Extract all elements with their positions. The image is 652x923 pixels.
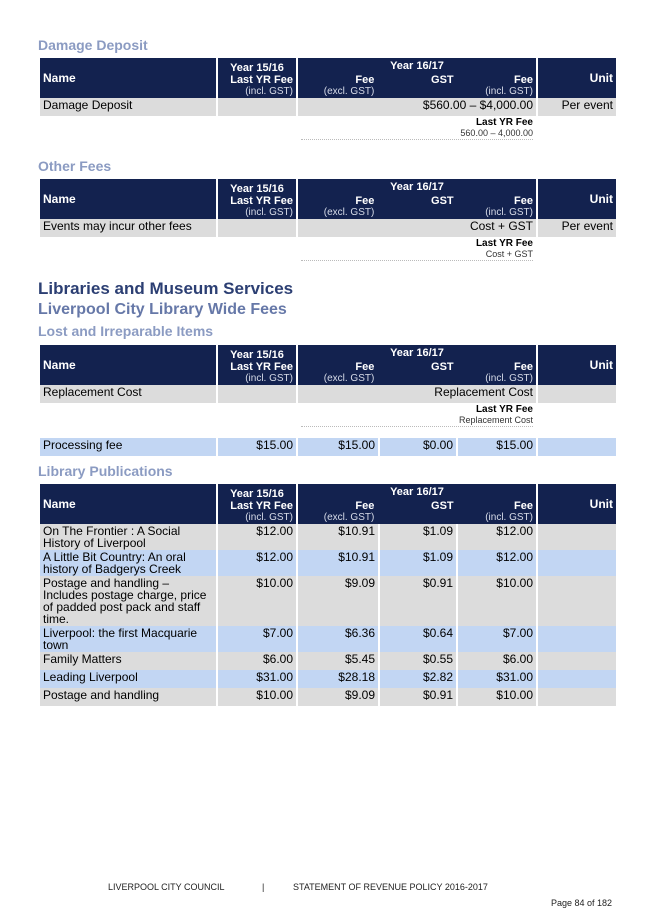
header-year-curr-group bbox=[298, 179, 536, 219]
row-fee: $10.91 bbox=[298, 550, 378, 576]
row-gst: $0.55 bbox=[380, 652, 456, 670]
header-unit: Unit bbox=[538, 484, 616, 524]
table-header bbox=[40, 484, 616, 524]
last-yr-value: Replacement Cost bbox=[458, 415, 533, 425]
section-title-library-publications: Library Publications bbox=[38, 463, 173, 479]
header-year-curr: Year 16/17 bbox=[390, 181, 444, 193]
row-name: Events may incur other fees bbox=[40, 219, 216, 237]
header-name: Name bbox=[40, 58, 216, 98]
row-last-fee: $10.00 bbox=[218, 576, 296, 626]
header-last-fee: Last YR Fee bbox=[230, 195, 293, 207]
row-unit bbox=[538, 550, 616, 576]
row-span-value: $560.00 – $4,000.00 bbox=[298, 98, 536, 116]
row-gst: $1.09 bbox=[380, 524, 456, 550]
header-year-curr: Year 16/17 bbox=[390, 486, 444, 498]
row-unit bbox=[538, 652, 616, 670]
row-fee-incl: $12.00 bbox=[458, 550, 536, 576]
row-fee: $15.00 bbox=[298, 438, 378, 456]
header-name: Name bbox=[40, 484, 216, 524]
row-last-fee: $7.00 bbox=[218, 626, 296, 652]
row-name: Replacement Cost bbox=[40, 385, 216, 403]
header-incl: (incl. GST) bbox=[485, 207, 533, 218]
row-fee: $5.45 bbox=[298, 652, 378, 670]
section-title-other-fees: Other Fees bbox=[38, 158, 112, 174]
row-last-fee: $31.00 bbox=[218, 670, 296, 688]
damage-deposit-table bbox=[38, 58, 618, 141]
header-excl: (excl. GST) bbox=[323, 86, 375, 97]
row-unit bbox=[538, 438, 616, 456]
footer-separator: | bbox=[262, 882, 265, 892]
header-fee-incl: Fee bbox=[514, 195, 533, 207]
header-fee: Fee bbox=[355, 500, 375, 512]
row-name: Leading Liverpool bbox=[40, 670, 216, 688]
row-fee: $10.91 bbox=[298, 524, 378, 550]
row-name: Postage and handling – Includes postage charge, price of padded post pack and staff time. bbox=[40, 576, 216, 626]
header-excl: (excl. GST) bbox=[323, 207, 375, 218]
row-unit bbox=[538, 688, 616, 706]
last-yr-value: Cost + GST bbox=[485, 249, 533, 259]
row-fee-incl: $15.00 bbox=[458, 438, 536, 456]
row-span-value: Cost + GST bbox=[298, 219, 536, 237]
footer-doc-title: STATEMENT OF REVENUE POLICY 2016-2017 bbox=[293, 882, 488, 892]
row-span-value: Replacement Cost bbox=[298, 385, 536, 403]
header-last-yr bbox=[218, 179, 296, 219]
header-year-prev: Year 15/16 bbox=[230, 349, 284, 361]
header-incl: (incl. GST) bbox=[245, 373, 293, 384]
header-fee: Fee bbox=[355, 74, 375, 86]
row-name: Processing fee bbox=[40, 438, 216, 456]
header-incl: (incl. GST) bbox=[245, 512, 293, 523]
table-row bbox=[40, 438, 616, 456]
row-name: Damage Deposit bbox=[40, 98, 216, 116]
header-year-curr-group bbox=[298, 58, 536, 98]
table-row bbox=[40, 385, 616, 403]
header-unit: Unit bbox=[538, 58, 616, 98]
header-last-yr bbox=[218, 345, 296, 385]
row-fee: $28.18 bbox=[298, 670, 378, 688]
row-last-fee: $12.00 bbox=[218, 550, 296, 576]
row-gst: $1.09 bbox=[380, 550, 456, 576]
row-gst: $0.64 bbox=[380, 626, 456, 652]
section-title-libraries: Libraries and Museum Services bbox=[38, 279, 294, 298]
row-fee: $6.36 bbox=[298, 626, 378, 652]
header-unit: Unit bbox=[538, 345, 616, 385]
header-fee-incl: Fee bbox=[514, 74, 533, 86]
header-fee-incl: Fee bbox=[514, 500, 533, 512]
row-name: Postage and handling bbox=[40, 688, 216, 706]
row-unit bbox=[538, 670, 616, 688]
header-fee: Fee bbox=[355, 195, 375, 207]
table-row bbox=[40, 219, 616, 237]
row-fee-incl: $10.00 bbox=[458, 576, 536, 626]
header-year-curr: Year 16/17 bbox=[390, 347, 444, 359]
row-gst: $2.82 bbox=[380, 670, 456, 688]
row-gst: $0.91 bbox=[380, 688, 456, 706]
header-incl: (incl. GST) bbox=[245, 86, 293, 97]
header-unit: Unit bbox=[538, 179, 616, 219]
row-last-fee: $15.00 bbox=[218, 438, 296, 456]
table-row bbox=[40, 652, 616, 670]
header-excl: (excl. GST) bbox=[323, 512, 375, 523]
header-name: Name bbox=[40, 179, 216, 219]
other-fees-table bbox=[38, 179, 618, 262]
header-gst: GST bbox=[431, 361, 454, 373]
table-row bbox=[40, 98, 616, 116]
table-row bbox=[40, 524, 616, 550]
header-year-prev: Year 15/16 bbox=[230, 488, 284, 500]
row-fee-incl: $10.00 bbox=[458, 688, 536, 706]
table-header bbox=[40, 345, 616, 385]
table-header bbox=[40, 58, 616, 98]
header-year-prev: Year 15/16 bbox=[230, 183, 284, 195]
row-fee-incl: $31.00 bbox=[458, 670, 536, 688]
last-yr-label: Last YR Fee bbox=[475, 404, 533, 415]
header-last-fee: Last YR Fee bbox=[230, 500, 293, 512]
last-yr-label: Last YR Fee bbox=[475, 238, 533, 249]
header-year-curr: Year 16/17 bbox=[390, 60, 444, 72]
row-last-fee: $10.00 bbox=[218, 688, 296, 706]
header-fee: Fee bbox=[355, 361, 375, 373]
row-gst: $0.00 bbox=[380, 438, 456, 456]
row-unit bbox=[538, 524, 616, 550]
last-yr-row bbox=[40, 116, 616, 141]
section-title-damage-deposit: Damage Deposit bbox=[38, 37, 148, 53]
row-fee-incl: $6.00 bbox=[458, 652, 536, 670]
row-name: A Little Bit Country: An oral history of Badgerys Creek bbox=[40, 550, 216, 576]
header-fee-incl: Fee bbox=[514, 361, 533, 373]
header-year-curr-group bbox=[298, 484, 536, 524]
header-last-yr bbox=[218, 484, 296, 524]
row-unit: Per event bbox=[538, 98, 616, 116]
header-incl: (incl. GST) bbox=[485, 512, 533, 523]
header-name: Name bbox=[40, 345, 216, 385]
last-yr-row bbox=[40, 237, 616, 262]
header-gst: GST bbox=[431, 195, 454, 207]
table-row bbox=[40, 626, 616, 652]
header-last-fee: Last YR Fee bbox=[230, 361, 293, 373]
row-last-fee: $6.00 bbox=[218, 652, 296, 670]
table-row bbox=[40, 550, 616, 576]
table-row bbox=[40, 688, 616, 706]
row-unit bbox=[538, 626, 616, 652]
row-fee: $9.09 bbox=[298, 576, 378, 626]
header-year-curr-group bbox=[298, 345, 536, 385]
header-year-prev: Year 15/16 bbox=[230, 62, 284, 74]
header-incl: (incl. GST) bbox=[485, 373, 533, 384]
row-name: On The Frontier : A Social History of Liverpool bbox=[40, 524, 216, 550]
row-gst: $0.91 bbox=[380, 576, 456, 626]
publications-table bbox=[38, 484, 618, 706]
lost-items-table bbox=[38, 345, 618, 456]
header-excl: (excl. GST) bbox=[323, 373, 375, 384]
header-last-fee: Last YR Fee bbox=[230, 74, 293, 86]
section-subtitle-library-wide: Liverpool City Library Wide Fees bbox=[38, 301, 287, 318]
page-number: Page 84 of 182 bbox=[550, 898, 612, 908]
row-last-fee: $12.00 bbox=[218, 524, 296, 550]
row-name: Liverpool: the first Macquarie town bbox=[40, 626, 216, 652]
header-last-yr bbox=[218, 58, 296, 98]
header-incl: (incl. GST) bbox=[485, 86, 533, 97]
header-gst: GST bbox=[431, 500, 454, 512]
row-unit bbox=[538, 576, 616, 626]
row-fee-incl: $12.00 bbox=[458, 524, 536, 550]
last-yr-label: Last YR Fee bbox=[475, 117, 533, 128]
row-fee-incl: $7.00 bbox=[458, 626, 536, 652]
table-row bbox=[40, 670, 616, 688]
last-yr-value: 560.00 – 4,000.00 bbox=[460, 128, 533, 138]
table-row bbox=[40, 576, 616, 626]
footer-org: LIVERPOOL CITY COUNCIL bbox=[108, 882, 225, 892]
table-header bbox=[40, 179, 616, 219]
header-gst: GST bbox=[431, 74, 454, 86]
row-unit: Per event bbox=[538, 219, 616, 237]
row-name: Family Matters bbox=[40, 652, 216, 670]
header-incl: (incl. GST) bbox=[245, 207, 293, 218]
row-fee: $9.09 bbox=[298, 688, 378, 706]
section-title-lost-items: Lost and Irreparable Items bbox=[38, 323, 214, 339]
last-yr-row bbox=[40, 403, 616, 428]
